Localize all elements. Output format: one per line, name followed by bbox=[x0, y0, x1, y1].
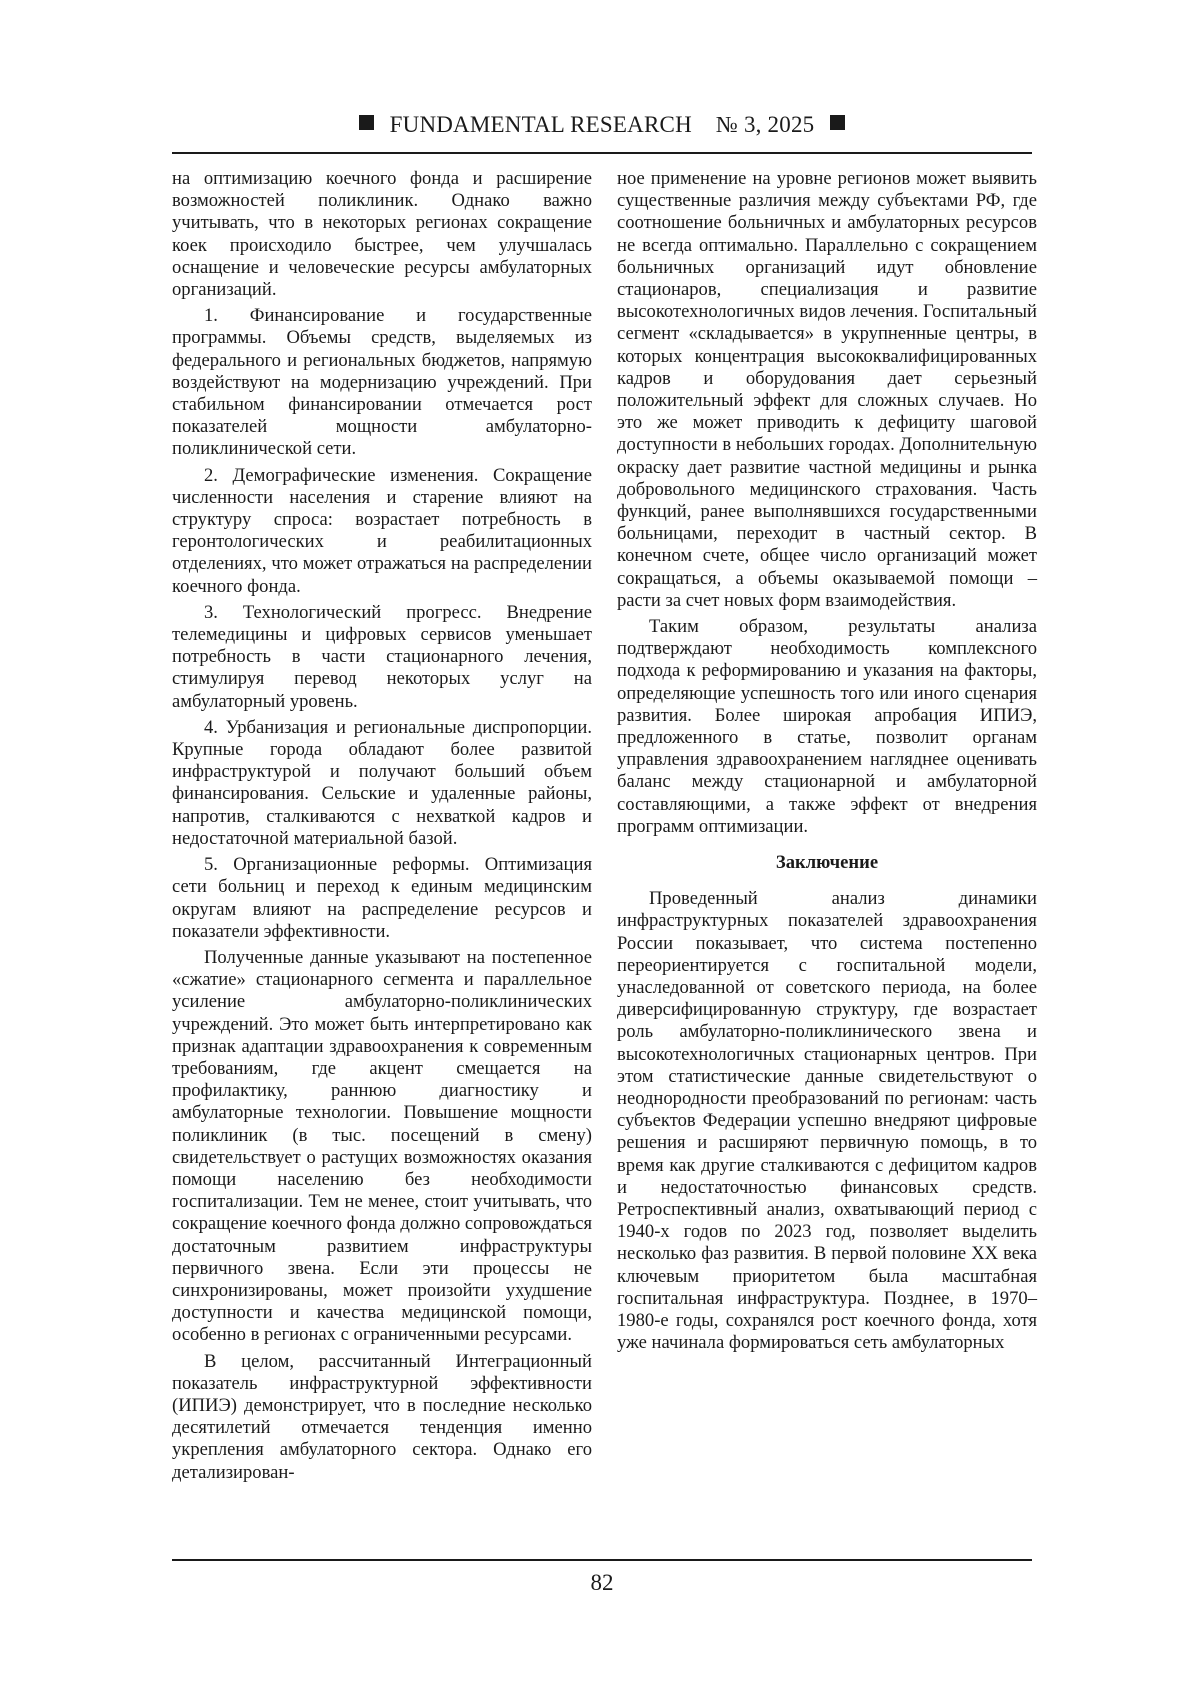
paragraph: на оптимизацию коечного фонда и расширение возможностей поликлиник. Однако важно учитывать, что в некоторых регионах сокращение коек происходило быстрее, чем улучшалась оснащение и человеческие ресурсы амбулаторных организаций. bbox=[172, 168, 592, 301]
paragraph: Проведенный анализ динамики инфраструктурных показателей здравоохранения России показывает, что система постепенно переориентируется с госпитальной модели, унаследованной от советского периода, на более диверсифицированную структуру, где возрастает роль амбулаторно-поликлинического звена и высокотехнологичных стационарных центров. При этом статистические данные свидетельствуют о неоднородности преобразований по регионам: часть субъектов Федерации успешно внедряют цифровые решения и расширяют первичную помощь, в то время как другие сталкиваются с дефицитом кадров и недостаточностью финансовых средств. Ретроспективный анализ, охватывающий период с 1940-х годов по 2023 год, позволяет выделить несколько фаз развития. В первой половине XX века ключевым приоритетом была масштабная госпитальная инфраструктура. Позднее, в 1970–1980-е годы, сохранялся рост коечного фонда, хотя уже начинала формироваться сеть амбулаторных bbox=[617, 888, 1037, 1354]
page-number: 82 bbox=[172, 1568, 1032, 1598]
right-column bbox=[617, 168, 1037, 1358]
paragraph: 3. Технологический прогресс. Внедрение телемедицины и цифровых сервисов уменьшает потребность в части стационарного лечения, стимулируя перевод некоторых услуг на амбулаторный уровень. bbox=[172, 602, 592, 713]
paragraph: Таким образом, результаты анализа подтверждают необходимость комплексного подхода к реформированию и указания на факторы, определяющие успешность того или иного сценария развития. Более широкая апробация ИПИЭ, предложенного в статье, позволит органам управления здравоохранением нагляднее оценивать баланс между стационарной и амбулаторной составляющими, а также эффект от внедрения программ оптимизации. bbox=[617, 616, 1037, 838]
paragraph: 1. Финансирование и государственные программы. Объемы средств, выделяемых из федерального и региональных бюджетов, напрямую воздействуют на модернизацию учреждений. При стабильном финансировании отмечается рост показателей мощности амбулаторно-поликлинической сети. bbox=[172, 305, 592, 460]
paragraph: 4. Урбанизация и региональные диспропорции. Крупные города обладают более развитой инфраструктурой и получают больший объем финансирования. Сельские и удаленные районы, напротив, сталкиваются с нехваткой кадров и недостаточной материальной базой. bbox=[172, 717, 592, 850]
paragraph: Полученные данные указывают на постепенное «сжатие» стационарного сегмента и параллельное усиление амбулаторно-поликлинических учреждений. Это может быть интерпретировано как признак адаптации здравоохранения к современным требованиям, где акцент смещается на профилактику, раннюю диагностику и амбулаторные технологии. Повышение мощности поликлиник (в тыс. посещений в смену) свидетельствует о растущих возможностях оказания помощи населению без необходимости госпитализации. Тем не менее, стоит учитывать, что сокращение коечного фонда должно сопровождаться достаточным развитием инфраструктуры первичного звена. Если эти процессы не синхронизированы, может произойти ухудшение доступности и качества медицинской помощи, особенно в регионах с ограниченными ресурсами. bbox=[172, 947, 592, 1347]
section-heading: Заключение bbox=[617, 852, 1037, 874]
footer-rule bbox=[172, 1559, 1032, 1561]
square-bullet-icon bbox=[830, 115, 845, 130]
journal-title: FUNDAMENTAL RESEARCH bbox=[390, 112, 692, 137]
header-rule bbox=[172, 152, 1032, 154]
paragraph: 5. Организационные реформы. Оптимизация сети больниц и переход к единым медицинским округам влияют на распределение ресурсов и показатели эффективности. bbox=[172, 854, 592, 943]
paragraph: ное применение на уровне регионов может выявить существенные различия между субъектами РФ, где соотношение больничных и амбулаторных ресурсов не всегда оптимально. Параллельно с сокращением больничных организаций идут обновление стационаров, специализация и развитие высокотехнологичных видов лечения. Госпитальный сегмент «складывается» в укрупненные центры, в которых концентрация высококвалифицированных кадров и оборудования дает серьезный положительный эффект для сложных случаев. Но это же может приводить к дефициту шаговой доступности в небольших городах. Дополнительную окраску дает развитие частной медицины и рынка добровольного медицинского страхования. Часть функций, ранее выполнявшихся государственными больницами, переходит в частный сектор. В конечном счете, общее число организаций может сокращаться, а объемы оказываемой помощи – расти за счет новых форм взаимодействия. bbox=[617, 168, 1037, 612]
running-header bbox=[172, 110, 1032, 140]
left-column bbox=[172, 168, 592, 1488]
paragraph: 2. Демографические изменения. Сокращение численности населения и старение влияют на структуру спроса: возрастает потребность в геронтологических и реабилитационных отделениях, что может отражаться на распределении коечного фонда. bbox=[172, 465, 592, 598]
issue-number: № 3, 2025 bbox=[716, 112, 815, 137]
paragraph: В целом, рассчитанный Интеграционный показатель инфраструктурной эффективности (ИПИЭ) демонстрирует, что в последние несколько десятилетий отмечается тенденция именно укрепления амбулаторного сектора. Однако его детализирован- bbox=[172, 1351, 592, 1484]
square-bullet-icon bbox=[359, 115, 374, 130]
